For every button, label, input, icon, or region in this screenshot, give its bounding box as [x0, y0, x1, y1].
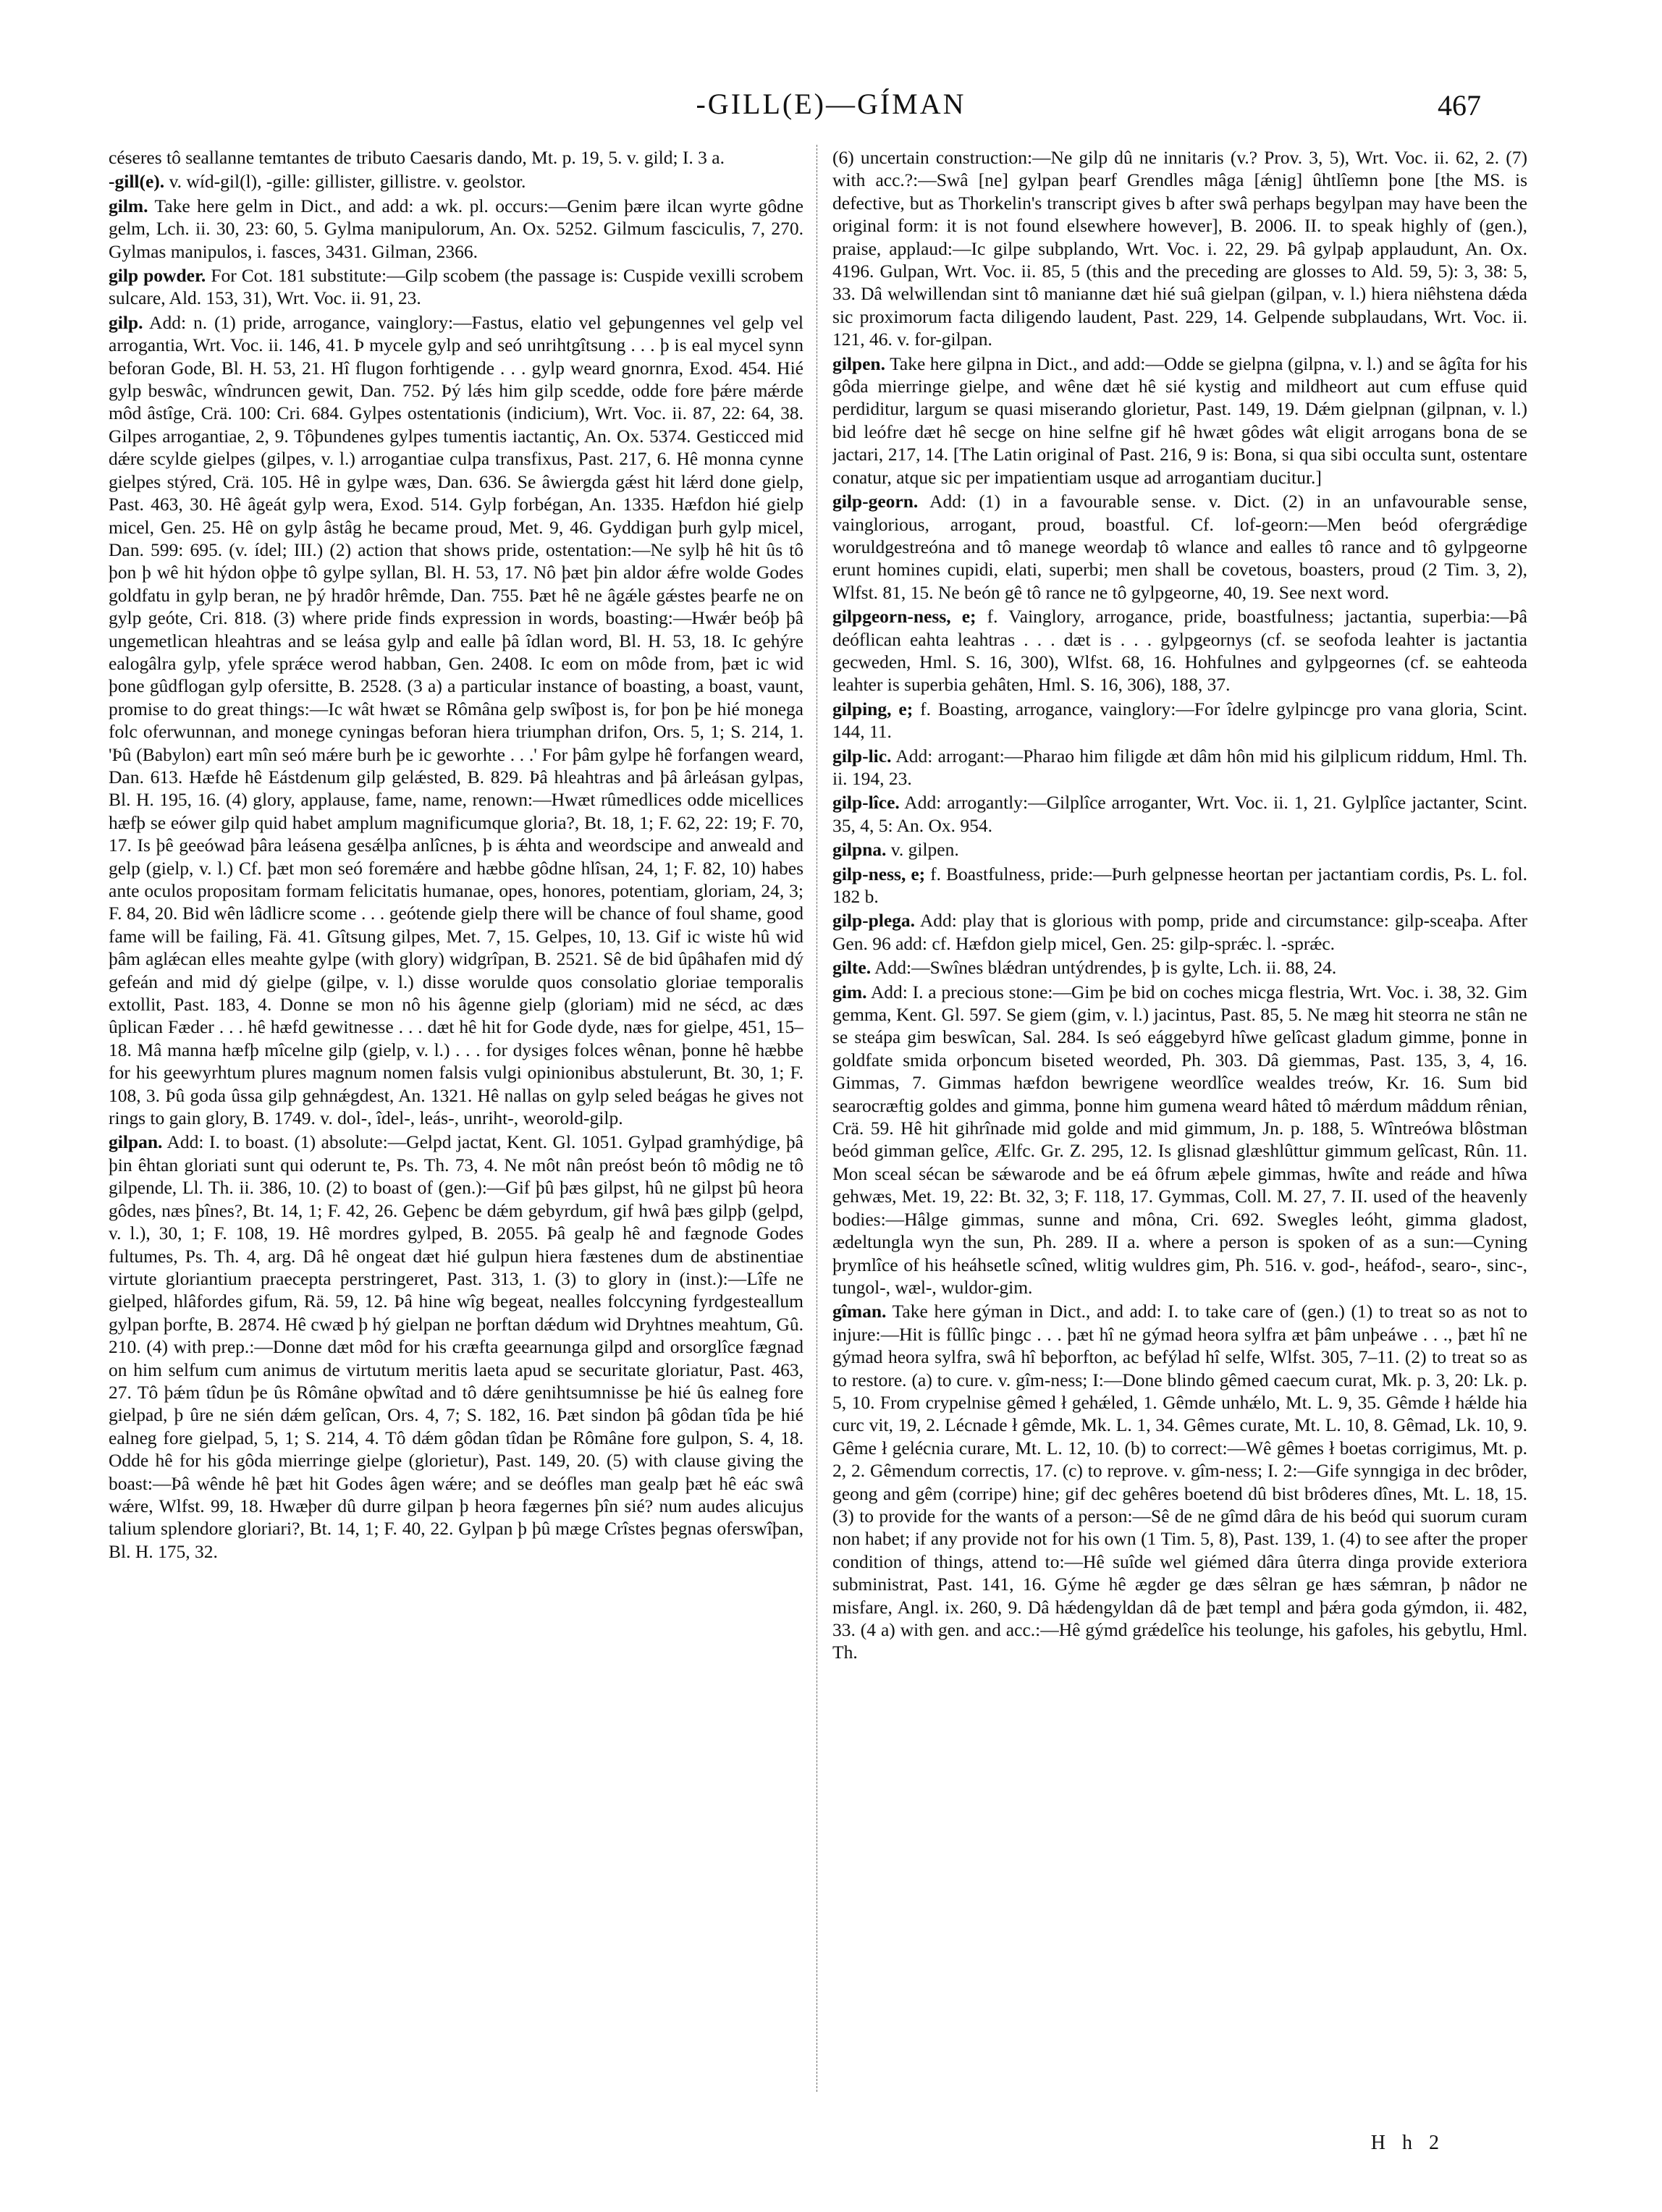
entry-text: f. Boasting, arrogance, vainglory:—For îdelre gylpincge pro vana gloria, Scint. 144, 11.	[832, 698, 1527, 743]
entry-headword: gilping, e;	[832, 698, 914, 719]
dictionary-entry	[832, 353, 1527, 489]
dictionary-entry	[832, 490, 1527, 604]
dictionary-entry	[832, 863, 1527, 908]
entry-headword: gilp-plega.	[832, 910, 916, 932]
entry-headword: gîman.	[832, 1301, 887, 1322]
entry-text: Take here gilpna in Dict., and add:—Odde se gielpna (gilpna, v. l.) and se âgîta for his gôda mierringe gielpe, and wêne dæt hê sié kystig and mildheort aut cum effuse quid perdiditur, largum se quasi miserando glorietur, Past. 149, 19. Dǽm gielpnan (gilpnan, v. l.) bid leófre dæt hê secge on hine selfne gif hê hwæt gôdes wât eligit arrogans bona de se jactari, 217, 14. [The Latin original of Past. 216, 9 is: Bona, si qua sibi occulta sunt, ostentare conatur, atque sic per impatientiam usque ad arrogantiam ducitur.]	[832, 353, 1527, 488]
entry-text: For Cot. 181 substitute:—Gilp scobem (the passage is: Cuspide vexilli scrobem sulcare, Ald. 153, 31), Wrt. Voc. ii. 91, 23.	[109, 265, 803, 309]
dictionary-entry	[832, 956, 1527, 979]
entry-text: Take here gýman in Dict., and add: I. to take care of (gen.) (1) to treat so as not to injure:—Hit is fûllîc þingc . . . þæt hî ne gýmad heora sylfra æt þâm unþeáwe . . ., þæt hî ne gýmad heora sylfra, swâ hî beþorfton, ac befýlad hî selfe, Wlfst. 305, 7–11. (2) to treat so as to restore. (a) to cure. v. gîm-ness; I:—Done blindo gêmed caecum curat, Mk. p. 3, 20: Lk. p. 5, 10. From crypelnise gêmed ł gehǽled, 1. Gêmde unhǽlo, Mt. L. 9, 35. Gêmde ł hǽlde hia curc vit, 19, 2. Lécnade ł gêmde, Mk. L. 1, 34. Gêmes curate, Mt. L. 10, 8. Gêmad, Lk. 10, 9. Gême ł gelécnia curare, Mt. L. 12, 10. (b) to correct:—Wê gêmes ł boetas corrigimus, Mt. p. 2, 2. Gêmendum correctis, 17. (c) to reprove. v. gîm-ness; I. 2:—Gife synngiga in dec brôder, geong and gêm (corripe) hine; gif dec gehêres boetend dû bist brôderes dînes, Mt. L. 18, 15. (3) to provide for the wants of a person:—Sê de ne gîmd dâra de his beód qui suorum curam non habet; if any provide not for his own (1 Tim. 5, 8), Past. 139, 1. (4) to see after the proper condition of things, attend to:—Hê suîde wel giémed dâra ûterra dinga provide exteriora subministrat, Past. 141, 16. Gýme hê ægder ge dæs sêlran ge hæs sǽmran, þ nâdor ne misfare, Angl. ix. 260, 9. Dâ hǽdengyldan dâ de þæt templ and þǽra goda gýmdon, ii. 482, 33. (4 a) with gen. and acc.:—Hê gýmd grǽdelîce his teolunge, his gafoles, his gebytlu, Hml. Th.	[832, 1301, 1527, 1663]
dictionary-entry	[832, 698, 1527, 743]
entry-text: Add: I. to boast. (1) absolute:—Gelpd jactat, Kent. Gl. 1051. Gylpad gramhýdige, þâ þin êhtan gloriati sunt qui oderunt te, Ps. Th. 73, 4. Ne môt nân preóst beón tô môdig ne tô gilpende, Ll. Th. ii. 386, 10. (2) to boast of (gen.):—Gif þû þæs gilpst, hû ne gilpst þû heora gôdes, næs þînes?, Bt. 14, 1; F. 42, 26. Geþenc be dǽm gebyrdum, gif hwâ þæs gilpþ (gelpd, v. l.), 30, 1; F. 108, 19. Hê mordres gylped, B. 2055. Þâ gealp hê and fægnode Godes fultumes, Ps. Th. 4, arg. Dâ hê ongeat dæt hié gulpun hiera fæstenes dum de abstinentiae virtute gloriantium praecepta perstringeret, Past. 313, 1. (3) to glory in (inst.):—Lîfe ne gielped, hlâfordes gifum, Rä. 59, 12. Þâ hine wîg begeat, nealles folccyning fyrdgesteallum gylpan þorfte, B. 2874. Hê cwæd þ hý gielpan ne þorftan dǽdum wid Dryhtnes meahtum, Gû. 210. (4) with prep.:—Donne dæt môd for his cræfta geearnunga gilpd and orsorglîce fægnad on him selfum cum animus de virtutum meritis laeta apud se securitate gloriatur, Past. 463, 27. Tô þǽm tîdun þe ûs Rômâne oþwîtad and tô dǽre genihtsumnisse þe hié ûs ealneg fore gielpad, þ ûre ne sién dǽm gelîcan, Ors. 4, 7; S. 182, 16. Þæt sindon þâ gôdan tîda þe hié ealneg fore gielpad, 5, 1; S. 214, 4. Tô dǽm gôdan tîdan þe Rômâne fore gulpon, S. 4, 18. Odde hê for his gôda mierringe gielpe (glorietur), Past. 149, 20. (5) with clause giving the boast:—Þâ wênde hê þæt hit Godes âgen wǽre; and se deófles man gealp þæt hê eác swâ wǽre, Wlfst. 99, 18. Hwæþer dû durre gilpan þ heora fægernes þîn sié? num audes alicujus talium splendore gloriari?, Bt. 14, 1; F. 40, 22. Gylpan þ þû mæge Crîstes þegnas oferswîþan, Bl. H. 175, 32.	[109, 1131, 803, 1562]
entry-headword: gilp powder.	[109, 265, 206, 287]
right-column	[832, 145, 1527, 2106]
page-number: 467	[1438, 89, 1481, 122]
entry-text: Add: arrogant:—Pharao him filigde æt dâm hôn mid his gilplicum riddum, Hml. Th. ii. 194, 23.	[832, 745, 1527, 789]
dictionary-entry	[109, 264, 803, 310]
entry-text: f. Boastfulness, pride:—Þurh gelpnesse heortan per jactantiam cordis, Ps. L. fol. 182 b.	[832, 863, 1527, 907]
entry-headword: gilp-lîce.	[832, 792, 900, 814]
entry-text: v. gilpen.	[890, 839, 959, 861]
entry-text: Add: (1) in a favourable sense. v. Dict. (2) in an unfavourable sense, vainglorious, arrogant, proud, boastful. Cf. lof-georn:—Men beód ofergrǽdige woruldgestreóna and tô manege weordaþ tô wlance and ealles tô rance and tô gylpgeorne erunt homines cupidi, elati, superbi; men shall be covetous, boasters, proud (2 Tim. 3, 2), Wlfst. 81, 15. Ne beón gê tô rance ne tô gylpgeorne, 40, 19. See next word.	[832, 491, 1527, 603]
entry-headword: gilpen.	[832, 353, 885, 374]
entry-text: Add: n. (1) pride, arrogance, vainglory:—Fastus, elatio vel geþungennes vel gelp vel arrogantia, Wrt. Voc. ii. 146, 41. Þ mycele gylp and seó unrihtgîtsung . . . þ is eal mycel synn beforan Gode, Bl. H. 53, 21. Hî flugon forhtigende . . . gylp weard gnornra, Exod. 454. Hié gylp beswâc, wîndruncen gewit, Dan. 752. Þý lǽs him gilp scedde, odde fore þǽre mǽrde môd âstîge, Crä. 100: Cri. 684. Gylpes ostentationis (indicium), Wrt. Voc. ii. 87, 22: 64, 38. Gilpes arrogantiae, 2, 9. Tôþundenes gylpes tumentis iactantiç, An. Ox. 5374. Gesticced mid dǽre scylde gielpes (gilpes, v. l.) arrogantiae culpa transfixus, Past. 217, 6. Hê monna cynne gielpes stýred, Crä. 105. Hê in gylpe wæs, Dan. 636. Se âwiergda gǽst hit lǽrd done gielp, Past. 463, 30. Hê âgeát gylp wera, Exod. 514. Gylp forbégan, An. 1335. Hæfdon hié gielp micel, Gen. 25. Hê on gylp âstâg he became proud, Met. 9, 46. Gyddigan þurh gylp micel, Dan. 599: 695. (v. ídel; III.) (2) action that shows pride, ostentation:—Ne sylþ hê hit ûs tô þon þ wê hit hýdon oþþe tô gylpe syllan, Bl. H. 53, 17. Nô þæt þin aldor ǽfre wolde Godes goldfatu in gylp beran, ne þý hradôr hrêmde, Dan. 755. Þæt hê ne âgǽle gǽstes þearfe ne on gylp geóte, Cri. 818. (3) where pride finds expression in words, boasting:—Hwǽr beóþ þâ ungemetlican hleahtras and se leása gylp and ealle þâ îdlan word, Bl. H. 53, 18. Ic gehýre ealogâlra gylp, yfele sprǽce werod habban, Gen. 2408. Ic eom on môde from, þæt ic wid þone gûdflogan gylp ofersitte, B. 2528. (3 a) a particular instance of boasting, a boast, vaunt, promise to do great things:—Ic wât hwæt se Rômâna gelp swîþost is, for þon þe hié monega folc oferwunnan, and monege cyningas beforan hiera triumphan drifon, Ors. 5, 1; S. 214, 1. 'Þû (Babylon) eart mîn seó mǽre burh þe ic geworhte . . .' For þâm gylpe hê forfangen weard, Dan. 613. Hæfde hê Eástdenum gilp gelǽsted, B. 829. Þâ hleahtras and þâ ârleásan gylpas, Bl. H. 195, 16. (4) glory, applause, fame, name, renown:—Hwæt rûmedlices odde micellices hæfþ se eówer gilp quid habet amplum magnificumque gloria?, Bt. 18, 1; F. 62, 22: 19; F. 70, 17. Is þê geeówad þâra leásena gesǽlþa anlîcnes, þ is ǽhta and weordscipe and anweald and gelp (gielp, v. l.) Cf. þæt mon seó foremǽre and hæbbe gôdne hlîsan, 24, 1; F. 82, 10) habes ante oculos propositam formam felicitatis humanae, opes, honores, potentiam, gloriam, 24, 3; F. 84, 20. Bid wên lâdlicre scome . . . geótende gielp there will be chance of foul shame, good fame will be failing, Fä. 41. Gîtsung gilpes, Met. 7, 15. Gelpes, 10, 13. Gif ic wiste hû wid þâm aglǽcan elles meahte gylpe (with glory) widgrîpan, B. 2521. Sê de bid ûpâhafen mid dý gefeán and mid dý gielpe (gilpe, v. l.) disse worulde quos consolatio gloriae temporalis extollit, Past. 183, 4. Donne se mon nô his âgenne gielp (gloriam) mid ne sécd, ac dæs ûplican Fæder . . . hê hæfd gewitnesse . . . dæt hê hit for Gode dyde, næs for gielpe, 451, 15–18. Mâ manna hæfþ mîcelne gilp (gielp, v. l.) . . . for dysiges folces wênan, þonne hê hæbbe for his geewyrhtum plures magnum nomen falsis vulgi opinionibus abstulerunt, Bt. 30, 1; F. 108, 3. Þû goda ûssa gilp gehnǽgdest, An. 1321. Hê nallas on gylp seled beágas he gives not rings to gain glory, B. 1749. v. dol-, îdel-, leás-, unriht-, weorold-gilp.	[109, 311, 803, 1129]
dictionary-entry	[109, 311, 803, 1130]
entry-text: Add: play that is glorious with pomp, pride and circumstance: gilp-sceaþa. After Gen. 96 add: cf. Hæfdon gielp micel, Gen. 25: gilp-sprǽc. l. -sprǽc.	[832, 910, 1527, 954]
entry-text: céseres tô seallanne temtantes de tributo Caesaris dando, Mt. p. 19, 5. v. gild; I. 3 a.	[109, 147, 725, 168]
dictionary-entry	[832, 745, 1527, 790]
entry-text: Add:—Swînes blǽdran untýdrendes, þ is gylte, Lch. ii. 88, 24.	[874, 957, 1337, 979]
dictionary-entry	[832, 838, 1527, 861]
entry-text: (6) uncertain construction:—Ne gilp dû ne innitaris (v.? Prov. 3, 5), Wrt. Voc. ii. 62, 2. (7) with acc.?:—Swâ [ne] gylpan þearf Grendles mâga [ǽnig] ûhtlîemn þone [the MS. is defective, but as Thorkelin's transcript gives b after swâ perhaps begylpan may have been the original form: it is not found elsewhere however], B. 2006. II. to speak highly of (gen.), praise, applaud:—Ic gilpe subplando, Wrt. Voc. i. 22, 29. Þâ gylpaþ applaudunt, An. Ox. 4196. Gulpan, Wrt. Voc. ii. 85, 5 (this and the preceding are glosses to Ald. 59, 5): 3, 38: 5, 33. Dâ welwillendan sint tô manianne dæt hié suâ gielpan (gilpan, v. l.) hiera niêhstena dǽda sic proximorum facta diligendo laudent, Past. 229, 14. Gelpende subplaudans, Wrt. Voc. ii. 121, 46. v. for-gilpan.	[832, 147, 1527, 350]
entry-text: v. wíd-gil(l), -gille: gillister, gillistre. v. geolstor.	[169, 171, 526, 193]
entry-text: Take here gelm in Dict., and add: a wk. pl. occurs:—Genim þære ilcan wyrte gôdne gelm, Lch. ii. 30, 23: 60, 5. Gylma manipulorum, An. Ox. 5252. Gilmum fasciculis, 7, 270. Gylmas manipulos, i. fasces, 3431. Gilman, 2366.	[109, 195, 803, 262]
dictionary-entry	[109, 195, 803, 263]
entry-headword: gilte.	[832, 957, 872, 979]
entry-headword: gilm.	[109, 195, 148, 216]
signature-mark: H h 2	[1370, 2132, 1445, 2154]
dictionary-entry	[832, 981, 1527, 1299]
page-title: -GILL(E)—GÍMAN	[696, 88, 966, 120]
entry-headword: gilpan.	[109, 1131, 163, 1153]
dictionary-entry	[109, 170, 803, 193]
entry-text: Add: arrogantly:—Gilplîce arroganter, Wrt. Voc. ii. 1, 21. Gylplîce jactanter, Scint. 35, 4, 5: An. Ox. 954.	[832, 792, 1527, 836]
entry-headword: gilp-georn.	[832, 491, 919, 512]
entry-headword: gilpna.	[832, 839, 887, 861]
entry-headword: gilp.	[109, 311, 143, 333]
entry-headword: gim.	[832, 981, 867, 1002]
dictionary-entry	[832, 1300, 1527, 1664]
dictionary-entry	[109, 146, 803, 169]
left-column	[109, 145, 803, 2106]
dictionary-entry	[832, 605, 1527, 696]
entry-headword: gilpgeorn-ness, e;	[832, 606, 976, 628]
entry-text: Add: I. a precious stone:—Gim þe bid on coches micga flestria, Wrt. Voc. i. 38, 32. Gim gemma, Kent. Gl. 597. Se giem (gim, v. l.) jacintus, Past. 85, 5. Ne mæg hit steorra ne stân ne se steápa gim beswîcan, Sal. 284. Is seó eággebyrd hîwe gelîcast gladum gimme, þonne in goldfate smida orþoncum biseted weorded, Ph. 303. Dâ giemmas, Past. 135, 3, 4, 16. Gimmas, 7. Gimmas hæfdon bewrigene weordlîce wealdes treów, Kr. 16. Sum bid searocræftig goldes and gimma, þonne him gumena weard hâted tô mǽrdum mâddum rênian, Crä. 59. Hê hit gihrînade mid golde and mid gimmum, Jn. p. 188, 5. Wîntreówa blôstman beód gimman gelîce, Ælfc. Gr. Z. 295, 12. Is glisnad glæshlûttur gimmum gelîcast, Rûn. 11. Mon sceal sécan be sǽwarode and be eá ôfrum æþele gimmas, hwîte and reáde and hîwa gehwæs, Met. 19, 22: Bt. 32, 3; F. 118, 17. Gymmas, Coll. M. 27, 7. II. used of the heavenly bodies:—Hâlge gimmas, sunne and môna, Cri. 692. Swegles leóht, gimma gladost, ædeltungla wyn the sun, Ph. 289. II a. where a person is spoken of as a sun:—Cyning þrymlîce of his heáhsetle scîned, wlitig wuldres gim, Ph. 516. v. god-, heáfod-, searo-, sinc-, tungol-, wæl-, wuldor-gim.	[832, 981, 1527, 1298]
dictionary-entry	[109, 1131, 803, 1563]
dictionary-entry	[832, 146, 1527, 351]
dictionary-entry	[832, 909, 1527, 955]
entry-headword: gilp-lic.	[832, 745, 892, 767]
entry-text: f. Vainglory, arrogance, pride, boastfulness; jactantia, superbia:—Þâ deóflican eahta leahtras . . . dæt is . . . gylpgeornys (cf. se seofoda leahter is jactantia gecweden, Hml. S. 16, 300), Wlfst. 68, 16. Hohfulnes and gylpgeornes (cf. se eahteoda leahter is superbia gehâten, Hml. S. 16, 306), 188, 37.	[832, 606, 1527, 696]
entry-headword: -gill(e).	[109, 171, 165, 193]
entry-headword: gilp-ness, e;	[832, 863, 926, 885]
running-head	[0, 87, 1662, 138]
dictionary-entry	[832, 791, 1527, 837]
